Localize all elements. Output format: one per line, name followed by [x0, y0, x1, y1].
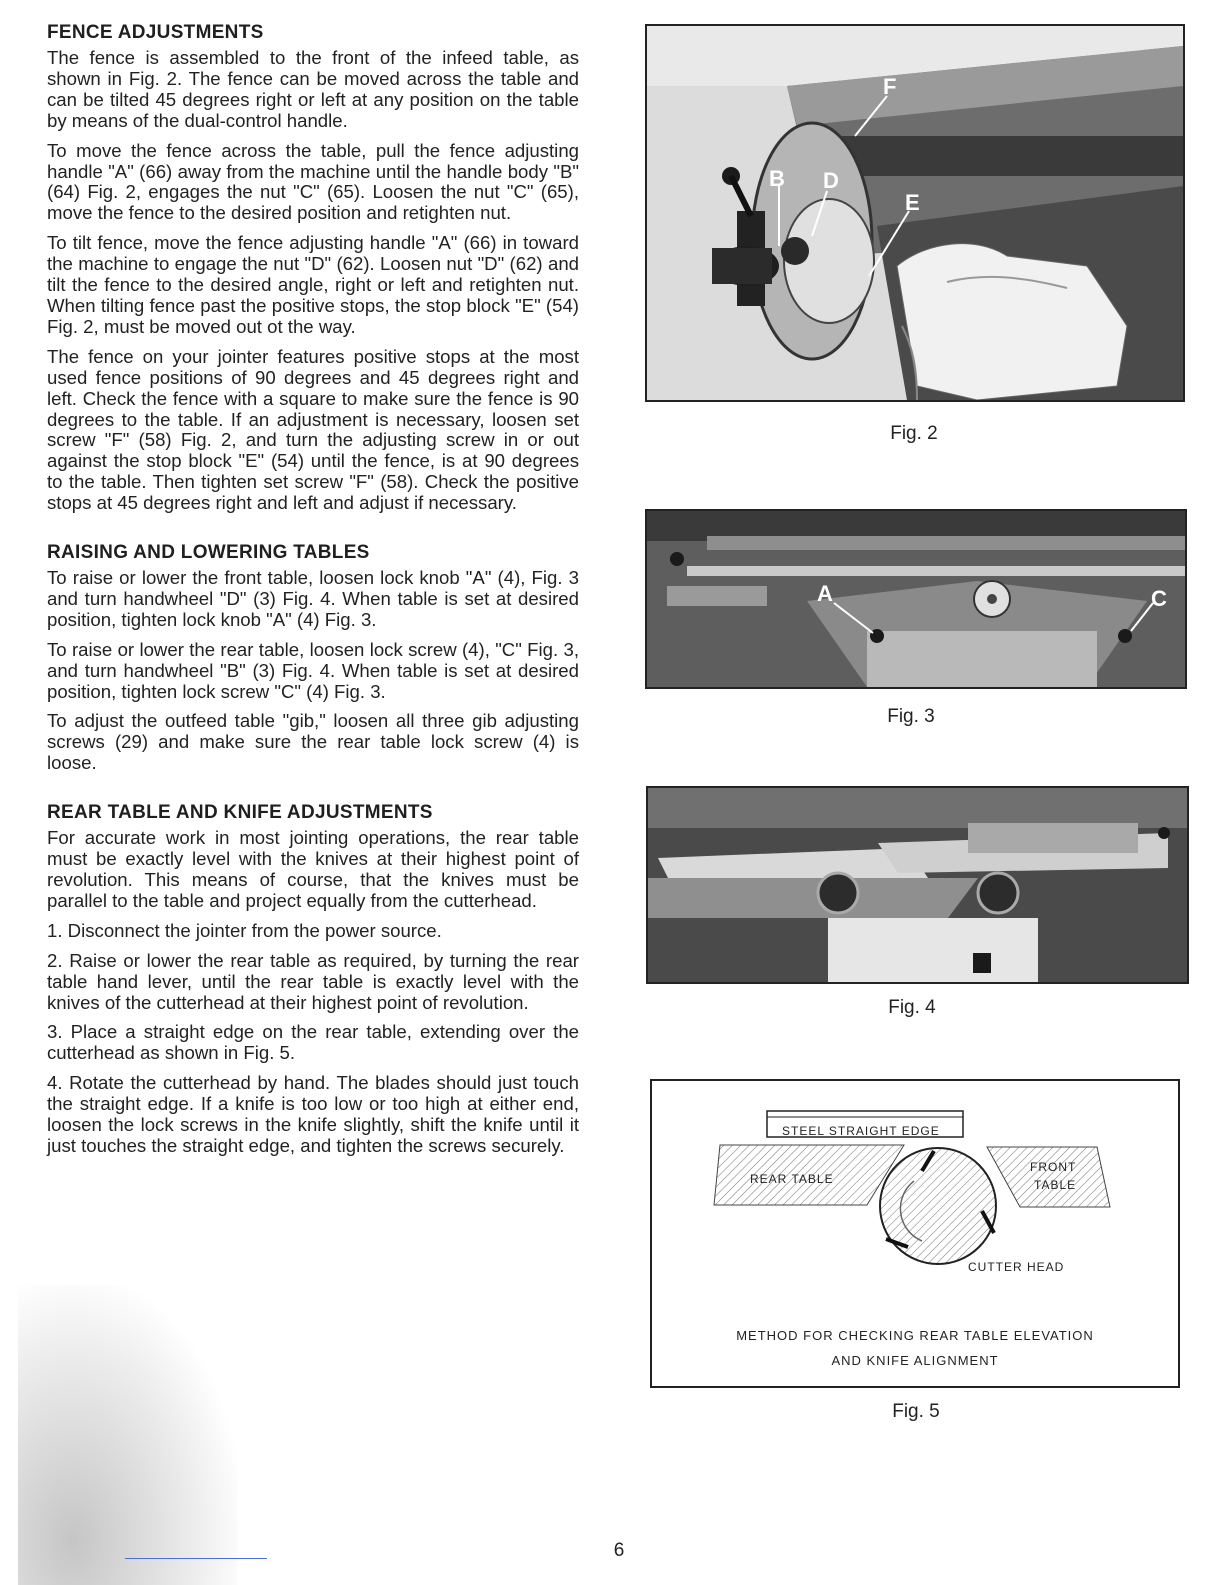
fig2-label-e: E [905, 190, 920, 215]
front-table [987, 1147, 1110, 1207]
step-3: 3. Place a straight edge on the rear table, extending over the cutterhead as shown in Fig. 5. [47, 1021, 579, 1064]
page-number: 6 [613, 1540, 625, 1561]
paragraph: To tilt fence, move the fence adjusting handle "A" (66) in toward the machine to engage the nut "D" (62). Loosen nut "D" (62) and tilt the fence to the desired angle, right or left and retighten nut. When tilting fence past the positive stops, the stop block "E" (54) Fig. 2, must be moved out ot the way. [47, 232, 579, 337]
page-smudge [18, 1285, 238, 1585]
paragraph: The fence is assembled to the front of the infeed table, as shown in Fig. 2. The fence can be moved across the table and can be tilted 45 degrees right or left at any position on the table by means of the dual-control handle. [47, 47, 579, 131]
fig2-label-f: F [883, 74, 897, 99]
fig2-label-b: B [769, 166, 785, 191]
fig2-photo [645, 24, 1185, 402]
method-caption-line2: AND KNIFE ALIGNMENT [831, 1353, 999, 1368]
fig5-caption: Fig. 5 [892, 1401, 940, 1422]
section-tables [47, 542, 579, 774]
step-1: 1. Disconnect the jointer from the power source. [47, 919, 442, 941]
fig2-label-d: D [823, 168, 839, 193]
method-caption-line1: METHOD FOR CHECKING REAR TABLE ELEVATION [736, 1328, 1094, 1343]
paragraph: To adjust the outfeed table "gib," loosen all three gib adjusting screws (29) and make sure the rear table lock screw (4) is loose. [47, 710, 579, 774]
text-column [47, 22, 579, 1166]
fig3-label-a: A [817, 581, 833, 606]
paragraph: To raise or lower the front table, loosen lock knob "A" (4), Fig. 3 and turn handwheel "D" (3) Fig. 4. When table is set at desired position, tighten lock knob "A" (4) Fig. 3. [47, 567, 579, 630]
fig3-label-c: C [1151, 586, 1167, 611]
paragraph: The fence on your jointer features positive stops at the most used fence positions of 90 degrees and 45 degrees right and left. Check the fence with a square to make sure the fence is 90 degrees to the table. If an adjustment is necessary, loosen set screw "F" (58) Fig. 2, and turn the adjusting screw in or out against the stop block "E" (54) until the fence, is at 90 degrees to the table. Then tighten set screw "F" (58). Check the positive stops at 45 degrees right and left and adjust if necessary. [47, 345, 579, 514]
fig4-caption: Fig. 4 [888, 997, 936, 1018]
step-2: 2. Raise or lower the rear table as required, by turning the rear table hand lever, until the rear table is exactly level with the knives of the cutterhead at their highest point of revolution. [47, 949, 579, 1013]
paragraph: To raise or lower the rear table, loosen lock screw (4), "C" Fig. 3, and turn handwheel "B" (3) Fig. 4. When table is set at desired position, tighten lock screw "C" (4) Fig. 3. [47, 638, 579, 702]
fig5-diagram [650, 1079, 1180, 1388]
cutter-head [880, 1148, 996, 1264]
fig3-photo [645, 509, 1187, 689]
section-fence [47, 22, 579, 514]
heading-rear-table-knife: REAR TABLE AND KNIFE ADJUSTMENTS [47, 802, 433, 824]
paragraph: To move the fence across the table, pull the fence adjusting handle "A" (66) away from the machine until the handle body "B" (64) Fig. 2, engages the nut "C" (65). Loosen the nut "C" (65), move the fence to the desired position and retighten nut. [47, 139, 579, 224]
rear-table-label: REAR TABLE [750, 1172, 834, 1186]
fig4-photo [646, 786, 1189, 984]
heading-fence-adjustments: FENCE ADJUSTMENTS [47, 22, 264, 43]
heading-raising-lowering-tables: RAISING AND LOWERING TABLES [47, 542, 370, 564]
footer-link-underline [125, 1558, 267, 1559]
fig2-caption: Fig. 2 [890, 423, 938, 444]
step-4: 4. Rotate the cutterhead by hand. The blades should just touch the straight edge. If a knife is too low or too high at either end, loosen the lock screws in the knife slightly, shift the knife until it just touches the straight edge, and tighten the screws securely. [47, 1072, 579, 1156]
straight-edge-label: STEEL STRAIGHT EDGE [782, 1124, 940, 1138]
section-rear-table [47, 802, 579, 1157]
front-table-label-line2: TABLE [1034, 1178, 1077, 1192]
fig3-caption: Fig. 3 [887, 706, 935, 727]
paragraph: For accurate work in most jointing operations, the rear table must be exactly level with the knives at their highest point of revolution. This means of course, that the knives must be parallel to the table and project equally from the cutterhead. [47, 827, 579, 911]
front-table-label-line1: FRONT [1030, 1160, 1077, 1174]
cutter-head-label: CUTTER HEAD [968, 1260, 1065, 1274]
